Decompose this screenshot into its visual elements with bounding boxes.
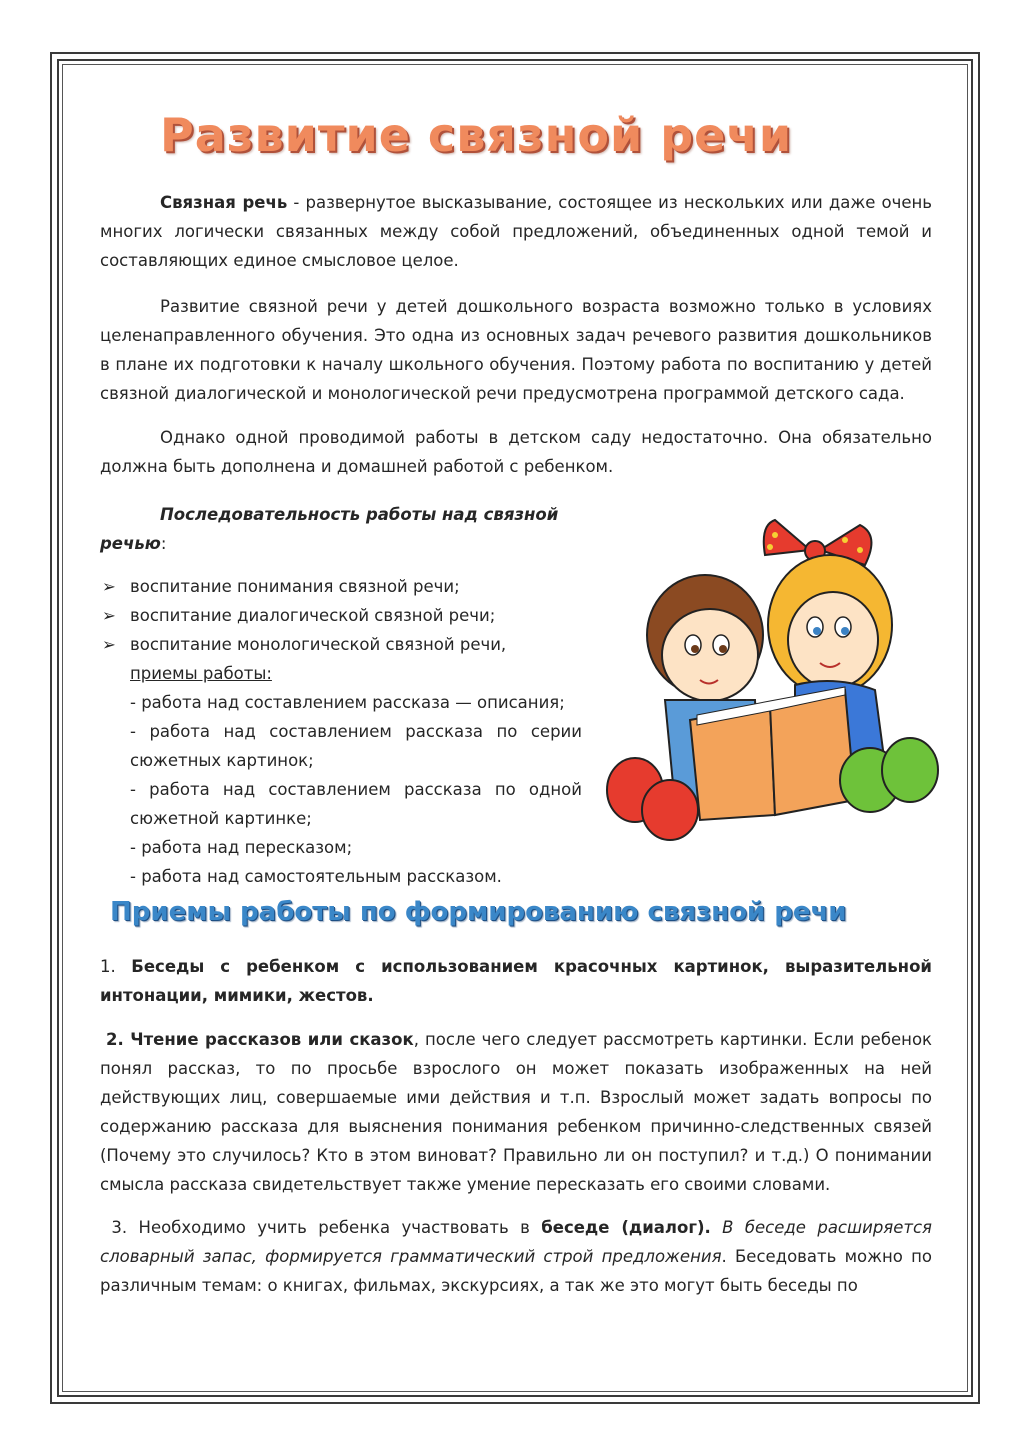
sequence-heading: Последовательность работы над связной речью: bbox=[100, 505, 559, 553]
arrow-bullet-icon: ➢ bbox=[102, 606, 116, 625]
intro-term: Связная речь bbox=[160, 193, 288, 212]
methods-label: приемы работы: bbox=[130, 664, 272, 683]
method-item: - работа над пересказом; bbox=[130, 838, 353, 857]
sequence-list bbox=[100, 572, 582, 891]
method-item: - работа над составлением рассказа по серии сюжетных картинок; bbox=[130, 722, 582, 770]
intro-paragraph bbox=[100, 188, 932, 275]
sequence-heading-text: Последовательность работы над связной речью bbox=[100, 505, 559, 553]
technique-2: 2. Чтение рассказов или сказок, после чего следует рассмотреть картинки. Если ребенок понял рассказ, то по просьбе взрослого он может показать изображенных на ней действующих лиц, совершаемые ими действия и т.п. Взрослый может задать вопросы по содержанию рассказа для выяснения понимания ребенком причинно-следственных связей (Почему это случилось? Кто в этом виноват? Правильно ли он поступил? и т.д.) О понимании смысла рассказа свидетельствует также умение пересказать его своими словами. bbox=[100, 1030, 933, 1194]
method-item: - работа над составлением рассказа по одной сюжетной картинке; bbox=[130, 780, 582, 828]
paragraph-3: Однако одной проводимой работы в детском саду недостаточно. Она обязательно должна быть дополнена и домашней работой с ребенком. bbox=[100, 428, 932, 476]
technique-3: 3. Необходимо учить ребенка участвовать в беседе (диалог). В беседе расширяется словарный запас, формируется грамматический строй предложения. Беседовать можно по различным темам: о книгах, фильмах, экскурсиях, а так же это могут быть беседы по bbox=[100, 1218, 932, 1295]
arrow-bullet-icon: ➢ bbox=[102, 577, 116, 596]
arrow-bullet-icon: ➢ bbox=[102, 635, 116, 654]
list-item: ➢ воспитание понимания связной речи; bbox=[100, 572, 582, 601]
technique-1: 1. Беседы с ребенком с использованием красочных картинок, выразительной интонации, мимики, жестов. bbox=[100, 957, 932, 1005]
method-item: - работа над самостоятельным рассказом. bbox=[130, 867, 502, 886]
intro-definition: - развернутое высказывание, состоящее из нескольких или даже очень многих логически связанных между собой предложений, объединенных одной темой и составляющих единое смысловое целое. bbox=[100, 193, 933, 270]
method-item: - работа над составлением рассказа — описания; bbox=[130, 693, 565, 712]
children-reading-illustration bbox=[605, 515, 940, 845]
paragraph-2: Развитие связной речи у детей дошкольного возраста возможно только в условиях целенаправленного обучения. Это одна из основных задач речевого развития дошкольников в плане их подготовки к началу школьного обучения. Поэтому работа по воспитанию у детей связной диалогической и монологической речи предусмотрена программой детского сада. bbox=[100, 297, 932, 403]
list-item: ➢ воспитание диалогической связной речи; bbox=[100, 601, 582, 630]
list-item: ➢ воспитание монологической связной речи, bbox=[100, 630, 582, 659]
techniques-heading: Приемы работы по формированию связной речи bbox=[110, 897, 847, 927]
page-title: Развитие связной речи bbox=[160, 108, 793, 162]
